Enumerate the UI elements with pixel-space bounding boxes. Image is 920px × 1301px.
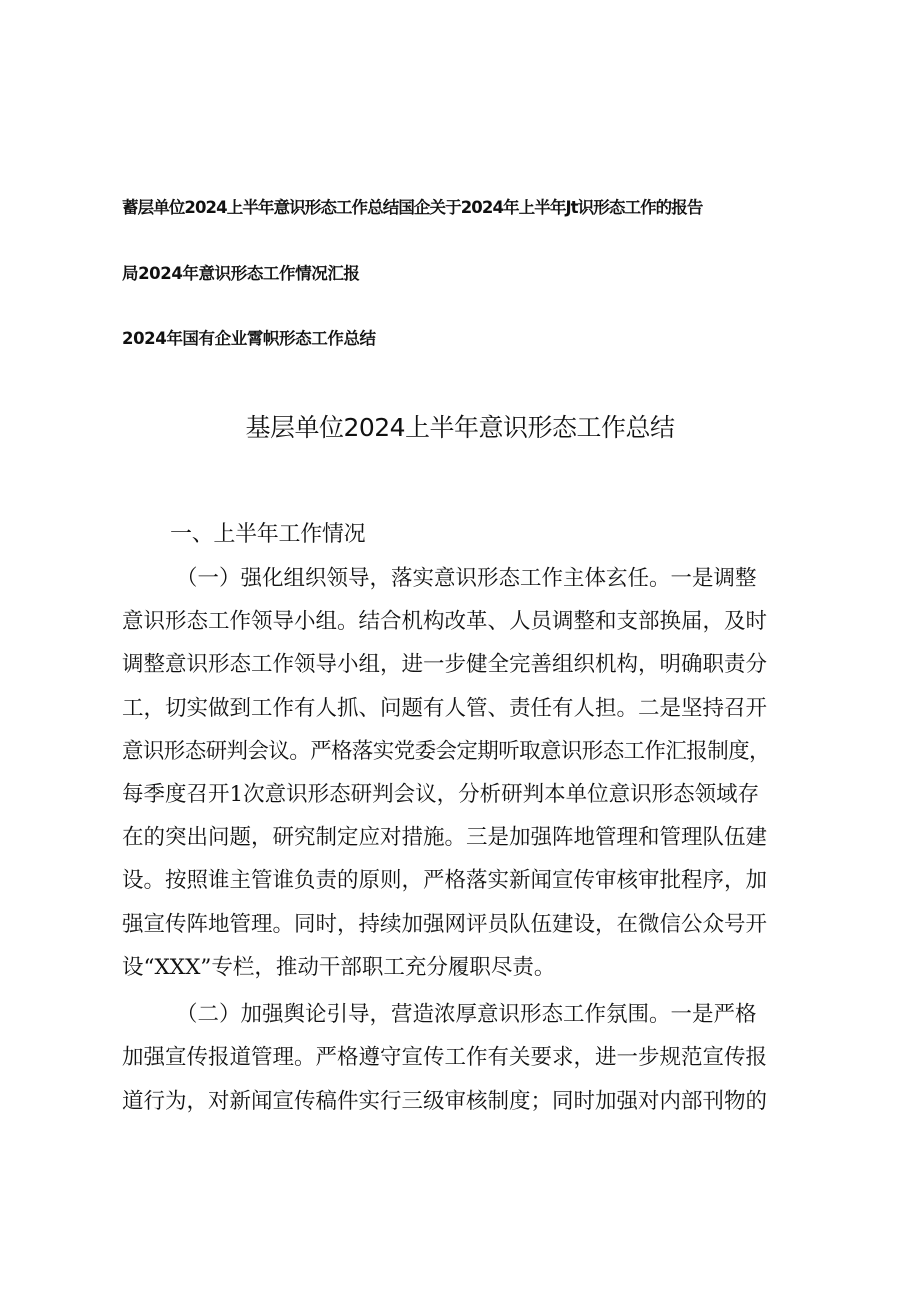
- toc-line-2: 局2024年意识形态工作情况汇报: [122, 264, 360, 283]
- paragraph-line: 意识形态工作领导小组。结合机构改革、人员调整和支部换届，及时: [122, 609, 768, 634]
- paragraph-line: 道行为，对新闻宣传稿件实行三级审核制度；同时加强对内部刊物的: [122, 1089, 768, 1114]
- paragraph-line: 设“XXX”专栏，推动干部职工充分履职尽责。: [122, 955, 556, 980]
- document-title: 基层单位2024上半年意识形态工作总结: [245, 413, 675, 442]
- paragraph-line: （二）加强舆论引导，营造浓厚意识形态工作氛围。一是严格: [176, 1002, 757, 1027]
- paragraph-line: 工，切实做到工作有人抓、问题有人管、责任有人担。二是坚持召开: [122, 696, 768, 721]
- toc-line-3: 2024年国有企业霄帜形态工作总结: [122, 329, 376, 348]
- paragraph-line: 在的突出问题，研究制定应对措施。三是加强阵地管理和管理队伍建: [122, 825, 768, 850]
- paragraph-line: 每季度召开1次意识形态研判会议，分析研判本单位意识形态领域存: [122, 782, 760, 807]
- paragraph-line: 加强宣传报道管理。严格遵守宣传工作有关要求，进一步规范宣传报: [122, 1045, 768, 1070]
- paragraph-line: （一）强化组织领导，落实意识形态工作主体玄任。一是调整: [176, 566, 757, 591]
- paragraph-line: 调整意识形态工作领导小组，进一步健全完善组织机构，明确职责分: [122, 652, 768, 677]
- toc-line-1: 蓄层单位2024上半年意识形态工作总结国企关于2024年上半年Jt识形态工作的报告: [122, 198, 703, 217]
- paragraph-line: 强宣传阵地管理。同时，持续加强网评员队伍建设，在微信公众号开: [122, 912, 768, 937]
- section-heading: 一、上半年工作情况: [170, 522, 366, 547]
- paragraph-line: 设。按照谁主管谁负责的原则，严格落实新闻宣传审核审批程序，加: [122, 868, 768, 893]
- paragraph-line: 意识形态研判会议。严格落实党委会定期听取意识形态工作汇报制度，: [122, 739, 770, 764]
